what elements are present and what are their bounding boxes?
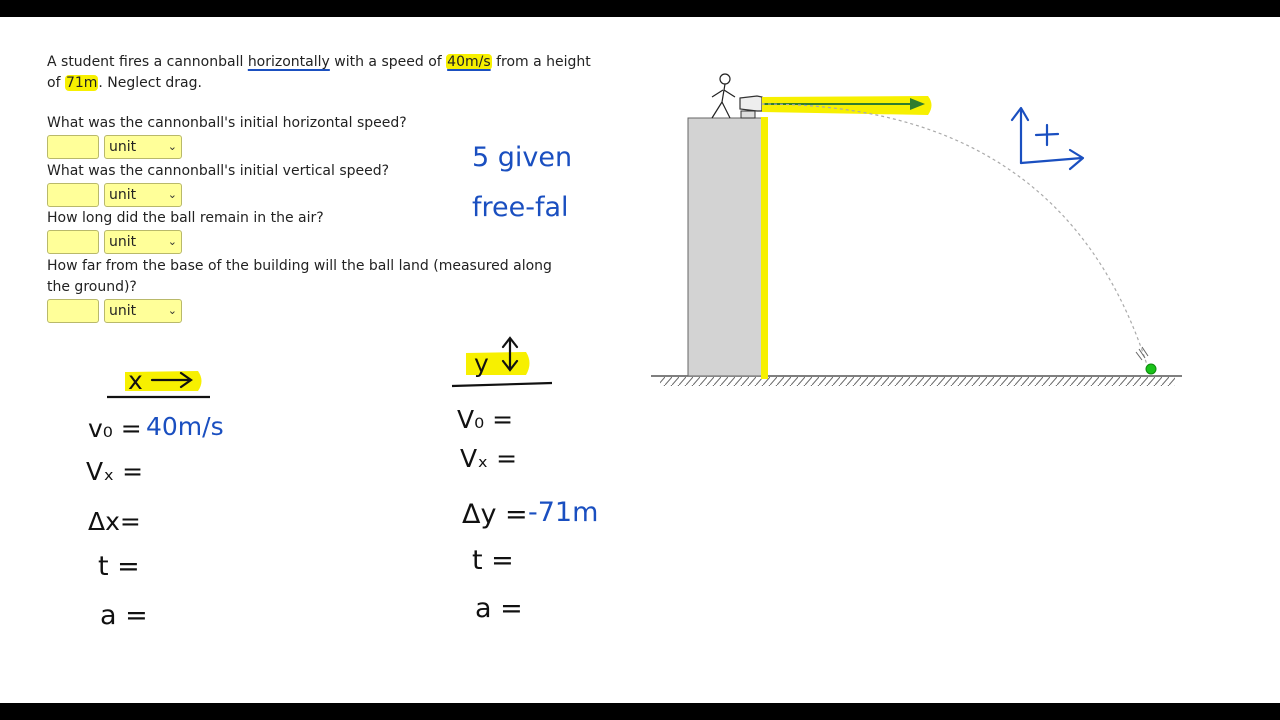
y-a-label: a = [475,593,523,624]
question-3: How long did the ball remain in the air? [47,210,324,226]
unit-select-label: unit [109,139,137,155]
problem-height: 71m [65,75,98,91]
x-header: x [128,366,143,395]
note-given: 5 given [472,142,573,173]
question-2: What was the cannonball's initial vertical speed? [47,163,390,179]
y-v0-label: V₀ = [457,405,514,434]
drawing-canvas [0,17,1280,703]
y-dy-label: Δy = [462,499,528,530]
problem-mid: with a speed of [329,54,447,70]
building [688,118,762,376]
y-dy-value: -71m [528,497,599,528]
student-figure [712,74,735,118]
axes-icon [1012,108,1083,169]
chevron-down-icon: ⌄ [167,188,177,201]
chevron-down-icon: ⌄ [167,235,177,248]
y-vf-label: Vₓ = [460,444,518,473]
chevron-down-icon: ⌄ [167,140,177,153]
x-v0-value: 40m/s [146,412,224,441]
y-header-underline [452,383,552,386]
cannonball [1146,364,1156,374]
problem-after-speed: from a height of [47,54,591,91]
x-dx-label: Δx= [88,507,141,536]
x-v0-label: v₀ = [88,414,142,443]
trajectory-path [762,104,1148,368]
ground [651,376,1182,386]
unit-select-label: unit [109,187,137,203]
problem-end: . Neglect drag. [98,75,202,91]
x-vf-label: Vₓ = [86,457,144,486]
unit-select-label: unit [109,303,137,319]
chevron-down-icon: ⌄ [167,304,177,317]
problem-horizontally: horizontally [247,54,330,70]
question-4: How far from the base of the building will the ball land (measured along the ground)? [47,258,552,295]
x-a-label: a = [100,600,148,631]
y-t-label: t = [472,545,514,576]
x-t-label: t = [98,551,140,582]
problem-intro: A student fires a cannonball [47,54,248,70]
y-header: y [474,349,489,378]
page [0,17,1280,703]
unit-select-label: unit [109,234,137,250]
height-highlight [761,117,768,379]
problem-speed: 40m/s [447,54,491,70]
question-1: What was the cannonball's initial horizontal speed? [47,115,407,131]
note-freefall: free-fal [472,192,569,223]
cannon [740,96,762,118]
velocity-highlight [762,96,932,115]
